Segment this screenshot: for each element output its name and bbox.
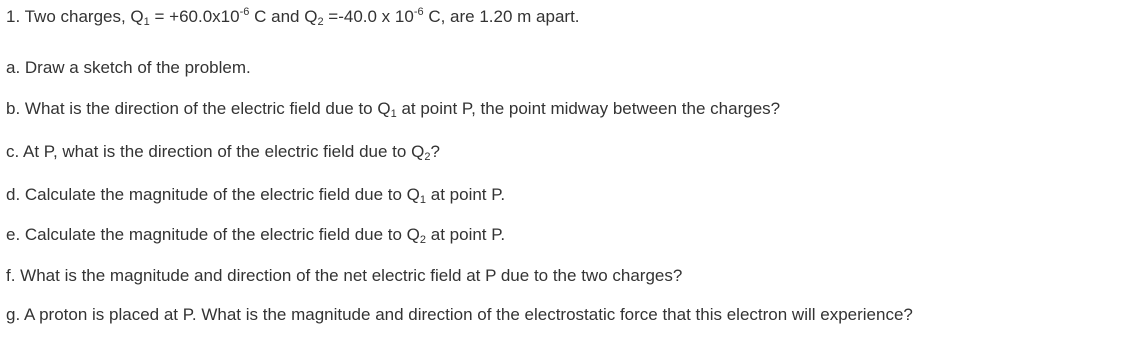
problem-intro-b: = +60.0x10 [149,7,240,26]
part-g: g. A proton is placed at P. What is the magnitude and direction of the electrostatic force that this electron will experience? [6,305,913,324]
part-b-pre: b. What is the direction of the electric field due to Q [6,99,391,118]
problem-intro-a: Two charges, Q [24,7,144,26]
part-c [6,141,440,163]
exponent-2: -6 [413,6,424,18]
part-d [6,184,505,206]
part-d-post: at point P. [426,185,506,204]
part-c-post: ? [430,142,440,161]
part-b-post: at point P, the point midway between the charges? [396,99,781,118]
part-e-subscript: 2 [419,234,427,246]
part-e [6,224,505,246]
part-e-post: at point P. [426,225,506,244]
part-c-pre: c. At P, what is the direction of the electric field due to Q [6,142,425,161]
problem-statement [6,6,580,28]
part-c-subscript: 2 [424,151,431,163]
part-a: a. Draw a sketch of the problem. [6,58,251,77]
part-d-subscript: 1 [419,194,427,206]
part-b-subscript: 1 [390,108,397,120]
part-d-pre: d. Calculate the magnitude of the electric field due to Q [6,185,420,204]
problem-number: 1. [6,7,21,26]
part-b [6,98,780,120]
q2-subscript: 2 [317,16,324,28]
part-e-pre: e. Calculate the magnitude of the electric field due to Q [6,225,420,244]
problem-intro-d: =-40.0 x 10 [323,7,414,26]
problem-intro-c: C and Q [249,7,318,26]
problem-intro-e: C, are 1.20 m apart. [423,7,580,26]
q1-subscript: 1 [143,16,150,28]
exponent-1: -6 [239,6,250,18]
part-f: f. What is the magnitude and direction of the net electric field at P due to the two charges? [6,266,683,285]
